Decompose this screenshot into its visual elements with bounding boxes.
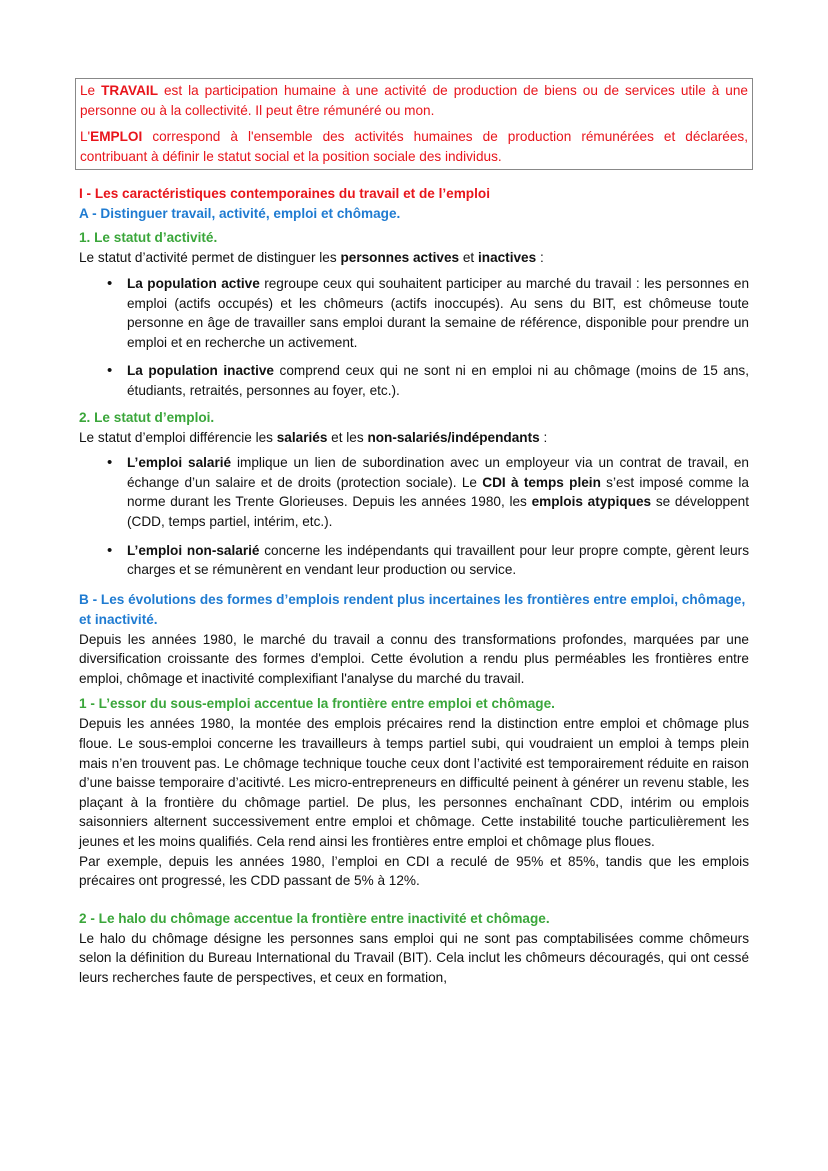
subsection-b1-example: Par exemple, depuis les années 1980, l’emploi en CDI a reculé de 95% et 85%, tandis que les emplois précaires ont progressé, les CDD passant de 5% à 12%.: [79, 853, 749, 889]
subsection-a2-heading: 2. Le statut d’emploi.: [79, 409, 215, 425]
list-item-emploi-non-salarie: • L’emploi non-salarié concerne les indépendants qui travaillent pour leur propre compte, gèrent leurs charges et se rémunèrent en vendant leur production ou service.: [127, 541, 749, 580]
subsection-b1-paragraph: Depuis les années 1980, la montée des emplois précaires rend la distinction entre emploi et chômage plus floue. Le sous-emploi concerne les travailleurs à temps partiel subi, qui voudraient un emploi à temps plein mais n’en trouvent pas. Le chômage technique touche ceux dont l’activité est temporairement réduite en raison d’une baisse temporaire d’acitivté. Les micro-entrepreneurs en difficulté peinent à générer un revenu stable, les plaçant à la frontière du chômage partiel. De plus, les personnes enchaînant CDD, intérim ou emplois saisonniers alternent successivement entre emploi et chômage. Cette instabilité touche particulièrement les jeunes et les moins qualifiés. Cela rend ainsi les frontières entre emploi et chômage plus floues.: [79, 716, 749, 850]
activity-status-list: [79, 274, 749, 401]
section-b-heading: B - Les évolutions des formes d’emplois rendent plus incertaines les frontières entre emploi, chômage, et inactivité.: [79, 591, 746, 627]
definition-emploi: L'EMPLOI correspond à l'ensemble des activités humaines de production rémunérées et déclarées, contribuant à définir le statut social et la position sociale des individus.: [80, 129, 748, 164]
subsection-a2-intro: Le statut d’emploi différencie les salariés et les non-salariés/indépendants :: [79, 429, 548, 445]
list-item-population-inactive: • La population inactive comprend ceux qui ne sont ni en emploi ni au chômage (moins de 15 ans, étudiants, retraités, personnes au foyer, etc.).: [127, 361, 749, 400]
document-page: [79, 78, 749, 988]
section-a-heading: A - Distinguer travail, activité, emploi et chômage.: [79, 206, 401, 222]
definition-travail: Le TRAVAIL est la participation humaine à une activité de production de biens ou de services utile à une personne ou à la collectivité. Il peut être rémunéré ou mon.: [80, 83, 748, 118]
subsection-a1-heading: 1. Le statut d’activité.: [79, 230, 218, 246]
list-item-population-active: • La population active regroupe ceux qui souhaitent participer au marché du travail : les personnes en emploi (actifs occupés) et les chômeurs (actifs inoccupés). Au sens du BIT, est chômeuse toute personne en âge de travailler sans emploi durant la semaine de référence, disponible pour prendre un emploi et en recherche un activement.: [127, 274, 749, 352]
definitions-box: [75, 78, 753, 170]
term-emploi: EMPLOI: [90, 129, 143, 145]
subsection-b1-heading: 1 - L’essor du sous-emploi accentue la frontière entre emploi et chômage.: [79, 696, 555, 712]
subsection-a1-intro: Le statut d’activité permet de distinguer les personnes actives et inactives :: [79, 250, 544, 266]
subsection-b2-heading: 2 - Le halo du chômage accentue la frontière entre inactivité et chômage.: [79, 910, 550, 926]
section-b-intro: Depuis les années 1980, le marché du travail a connu des transformations profondes, marquées par une diversification croissante des formes d'emploi. Cette évolution a rendu plus perméables les frontières entre emploi, chômage et inactivité complexifiant l'analyse du marché du travail.: [79, 631, 749, 686]
term-travail: TRAVAIL: [101, 83, 158, 98]
subsection-b2-paragraph: Le halo du chômage désigne les personnes sans emploi qui ne sont pas comptabilisées comme chômeurs selon la définition du Bureau International du Travail (BIT). Cela inclut les chômeurs découragés, qui ont cessé leurs recherches faute de perspectives, et ceux en formation,: [79, 930, 749, 985]
list-item-emploi-salarie: • L’emploi salarié implique un lien de subordination avec un employeur via un contrat de travail, en échange d’un salaire et de droits (protection sociale). Le CDI à temps plein s’est imposé comme la norme durant les Trente Glorieuses. Depuis les années 1980, les emplois atypiques se développent (CDD, temps partiel, intérim, etc.).: [127, 453, 749, 531]
section-i-heading: I - Les caractéristiques contemporaines du travail et de l’emploi: [79, 186, 490, 202]
employment-status-list: [79, 453, 749, 580]
